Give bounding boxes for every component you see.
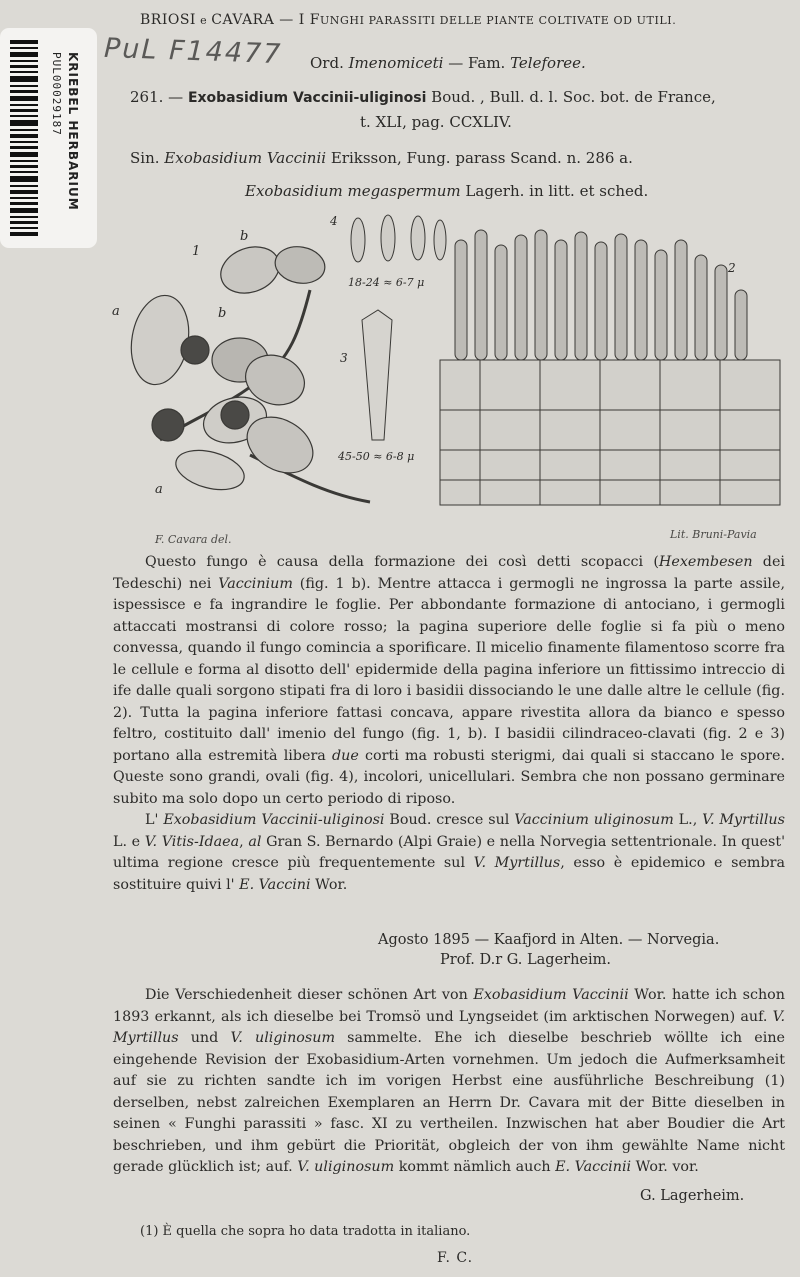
order-name: Imenomiceti	[348, 54, 444, 72]
fig-label-a-left: a	[112, 304, 120, 319]
text-run: (fig. 1 b). Mentre attacca i germogli ne ingrossa la parte assile, ispessisce e fa ingrandire le foglie. Per abbondante formazione di antociano, i germogli attaccati mostransi di colore rosso; la pagina superiore delle foglie si fa più o meno convessa, quando il fungo comincia a sporificare. Il micelio finamente filamentoso scorre fra le cellule e forma al disotto dell' epidermide della pagina inferiore un fittissimo intreccio di ife dalle quali sorgono stipati fra di loro i basidii dissociando le une dalle altre le cellule (fig. 2). Tutta la pagina inferiore fattasi concava, appare rivestita allora da bianco e spesso feltro, costituito dall' imenio del fungo (fig. 1, b). I basidii cilindraceo-clavati (fig. 2 e 3) portano alla estremità libera	[113, 575, 785, 764]
text-run: ,	[239, 833, 249, 850]
running-header	[140, 12, 780, 28]
text-run-italic: Hexembesen	[658, 554, 753, 570]
italian-paragraph-1	[113, 552, 785, 810]
text-run: dei Tedeschi) nei	[113, 554, 785, 592]
text-run: Wor. hatte ich schon 1893 erkannt, als ich dieselbe bei Tromsö und Lyngseidet (im arktischen Norwegen) auf.	[113, 987, 785, 1025]
text-run: Die Verschiedenheit dieser schönen Art von	[145, 987, 474, 1003]
fig-label-1: 1	[192, 244, 201, 259]
german-paragraph	[113, 985, 785, 1179]
footnote: (1) È quella che sopra ho data tradotta in italiano.	[140, 1224, 471, 1239]
collector-name: Prof. D.r G. Lagerheim.	[440, 952, 612, 968]
sin-label: Sin.	[130, 149, 165, 167]
botanical-illustration	[100, 210, 800, 545]
text-run-italic: Exobasidium Vaccinii-uliginosi	[163, 812, 385, 828]
text-run-italic: V. Myrtillus	[113, 1008, 785, 1046]
header-separator: — I F	[274, 12, 320, 28]
species-dash: —	[163, 88, 188, 106]
text-run-italic: Vaccinium uliginosum	[514, 812, 674, 828]
herbarium-name: KRIEBEL HERBARIUM	[66, 52, 80, 211]
syn2-ref: Lagerh. in litt. et sched.	[460, 182, 649, 200]
text-run: Wor. vor.	[631, 1159, 699, 1175]
fig-label-a-bottom: a	[155, 482, 163, 497]
sin-ref: Eriksson, Fung. parass Scand. n. 286 a.	[326, 149, 633, 167]
fig4-spores-drawing	[351, 215, 446, 262]
text-run-italic: al	[248, 833, 262, 850]
header-title: UNGHI PARASSITI DELLE PIANTE COLTIVATE OD UTILI.	[319, 14, 677, 27]
text-run: corti ma robusti sterigmi, dai quali si staccano le spore. Queste sono grandi, ovali (fig. 4), incolori, unicellulari. Sembra che non possano germinare subito ma solo dopo un certo periodo di riposo.	[113, 747, 786, 807]
text-run-italic: V. uliginosum	[230, 1030, 335, 1046]
text-run-italic: E. Vaccinii	[555, 1159, 632, 1175]
family-name: Teleforee.	[510, 54, 586, 72]
species-heading	[130, 88, 780, 106]
text-run: sammelte. Ehe ich dieselbe beschrieb wöllte ich eine eingehende Revision der Exobasidium-Arten vornehmen. Um jedoch die Aufmerksamheit auf sie zu richten sandte ich im vorigen Herbst eine ausführliche Beschreibung (1) derselben, nebst zalreichen Exemplaren an Herrn Dr. Cavara mit der Bitte dieselben in seinen « Funghi parassiti » fasc. XI zu vertheilen. Inzwischen hat aber Boudier die Art beschrieben, und ihm gebürt die Priorität, obgleich der von ihm gewählte Name nicht gerade glücklich ist; auf.	[113, 1030, 785, 1175]
fig4-measure: 18-24 ≈ 6-7 μ	[348, 276, 425, 289]
text-run: und	[178, 1030, 231, 1046]
fig-label-2: 2	[728, 261, 736, 275]
syn2-name: Exobasidium megaspermum	[245, 182, 461, 200]
sin-name: Exobasidium Vaccinii	[164, 149, 327, 167]
text-run-italic: V. Myrtillus	[473, 855, 561, 871]
text-run: Wor.	[310, 876, 348, 893]
text-run: Boud. cresce sul	[384, 812, 515, 828]
fig-label-b-top: b	[240, 229, 249, 244]
fig3-basidium-drawing	[362, 310, 392, 440]
text-run-italic: Vaccinium	[218, 575, 293, 592]
initials: F. C.	[437, 1250, 474, 1266]
text-run: L'	[145, 812, 164, 828]
species-name: Exobasidium Vaccinii-uliginosi	[187, 90, 427, 106]
text-run: Gran S. Bernardo (Alpi Graie) e nella Norvegia settentrionale. In quest' ultima regione cresce più frequentemente sul	[113, 833, 786, 871]
synonym-line-2	[245, 182, 648, 200]
species-author-ref: Boud. , Bull. d. l. Soc. bot. de France,	[426, 88, 716, 106]
german-note	[113, 985, 785, 1179]
barcode-icon	[10, 40, 38, 236]
fig-label-3: 3	[340, 351, 348, 365]
fig3-measure: 45-50 ≈ 6-8 μ	[338, 450, 415, 463]
species-ref-cont: t. XLI, pag. CCXLIV.	[360, 113, 512, 131]
header-author-join: e	[195, 14, 212, 27]
text-run-italic: E. Vaccini	[239, 876, 311, 893]
barcode-number: PUL00029187	[50, 52, 63, 136]
header-author-cavara: CAVARA	[211, 12, 275, 28]
taxonomy-line	[310, 54, 586, 72]
fig-label-b-mid: b	[218, 306, 227, 321]
text-run: L. e	[113, 833, 145, 850]
header-author-briosi: BRIOSI	[140, 12, 196, 28]
order-prefix: Ord.	[310, 54, 349, 72]
accession-number: PuL F14477	[103, 32, 283, 71]
text-run: L.,	[673, 812, 703, 828]
text-run-italic: V. uliginosum	[297, 1159, 395, 1175]
collection-locality: Agosto 1895 — Kaafjord in Alten. — Norvegia.	[378, 932, 720, 948]
text-run: Questo fungo è causa della formazione dei così detti scopacci (	[145, 554, 659, 570]
fig1-shoot-drawing	[125, 239, 370, 502]
text-run: kommt nämlich auch	[394, 1159, 556, 1175]
family-prefix: — Fam.	[443, 54, 511, 72]
text-run-italic: due	[332, 747, 359, 764]
herbarium-label-card	[0, 28, 97, 248]
illustrator-credit: F. Cavara del.	[155, 533, 232, 545]
text-run-italic: V. Vitis-Idaea	[144, 833, 240, 850]
text-run-italic: Exobasidium Vaccinii	[473, 987, 629, 1003]
species-number: 261.	[130, 88, 164, 106]
italian-description	[113, 552, 785, 896]
fig-label-4: 4	[330, 214, 338, 228]
signature: G. Lagerheim.	[640, 1188, 745, 1204]
text-run: , esso è epidemico e sembra sostituire quivi l'	[113, 855, 785, 893]
text-run-italic: V. Myrtillus	[702, 812, 785, 828]
synonym-line-1	[130, 149, 633, 167]
italian-paragraph-2	[113, 810, 785, 896]
lithographer-credit: Lit. Bruni-Pavia	[670, 528, 757, 541]
